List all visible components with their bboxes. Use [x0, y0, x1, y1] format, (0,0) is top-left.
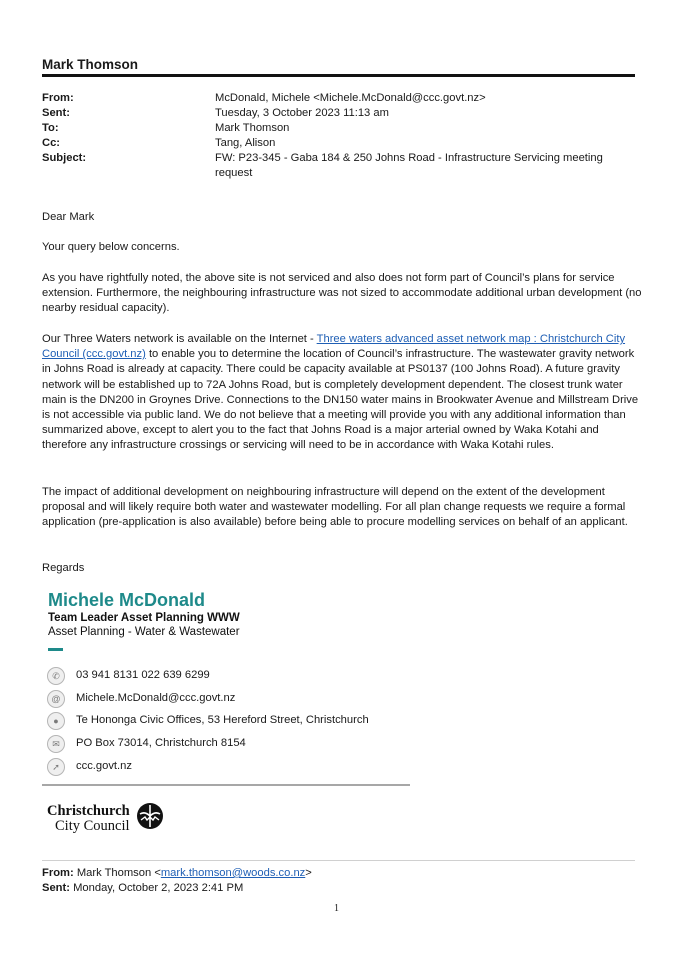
contact-website[interactable]: ccc.govt.nz	[76, 760, 132, 772]
forward-sent-label: Sent:	[42, 882, 70, 894]
greeting: Dear Mark	[42, 211, 95, 223]
cc-label: Cc:	[42, 137, 61, 149]
paragraph-1: Your query below concerns.	[42, 241, 180, 253]
contact-phone: 03 941 8131 022 639 6299	[76, 669, 210, 681]
from-value: McDonald, Michele <Michele.McDonald@ccc.govt.nz>	[215, 92, 486, 104]
subject-label: Subject:	[42, 152, 87, 164]
signature-divider	[42, 784, 410, 786]
paragraph-4: The impact of additional development on neighbouring infrastructure will depend on the extent of the development proposal and will likely require both water and wastewater modelling. For all plan change requests we require a formal application (pre-application is also available) before being able to procure modelling services on behalf of an applicant.	[42, 486, 628, 529]
phone-icon: ✆	[47, 667, 65, 685]
ccc-logo-icon	[136, 802, 164, 830]
signature-name: Michele McDonald	[48, 590, 206, 610]
logo-line-2: City Council	[55, 817, 130, 834]
forward-sent-value: Monday, October 2, 2023 2:41 PM	[73, 882, 244, 894]
forward-sent-row	[42, 882, 243, 894]
closing: Regards	[42, 562, 85, 574]
forward-from-email-link[interactable]: mark.thomson@woods.co.nz	[160, 867, 306, 879]
to-label: To:	[42, 122, 59, 134]
paragraph-3-body: to enable you to determine the location of Council’s infrastructure. The wastewater gravity network in Johns Road is already at capacity. There could be capacity available at PS0137 (100 Johns Road). A future gravity network will be established up to 72A Johns Road, but is completely development dependent. The closest trunk water main is the DN200 in Groynes Drive. Connections to the DN150 water mains in Brookwater Avenue and Millstream Drive is not accessible via public land. We do not believe that a meeting will provide you with any additional information than summarized above, except to alert you to the fact that Johns Road is a major arterial owned by Waka Kotahi and therefore any infrastructure crossings or servicing will need to be in accordance with Waka Kotahi rules.	[42, 348, 639, 452]
contact-address: Te Hononga Civic Offices, 53 Hereford Street, Christchurch	[76, 714, 369, 726]
sent-label: Sent:	[42, 107, 70, 119]
forward-divider	[42, 860, 635, 861]
mailbox-icon: ✉	[47, 735, 65, 753]
forward-from-row	[42, 867, 312, 879]
signature-title: Team Leader Asset Planning WWW	[48, 612, 240, 624]
header-rule	[42, 74, 635, 77]
contact-email[interactable]: Michele.McDonald@ccc.govt.nz	[76, 692, 236, 704]
paragraph-3	[42, 332, 642, 454]
signature-department: Asset Planning - Water & Wastewater	[48, 626, 240, 638]
email-icon: @	[47, 690, 65, 708]
logo-line-1: Christchurch	[47, 803, 130, 819]
contact-po-box: PO Box 73014, Christchurch 8154	[76, 737, 246, 749]
forward-from-name: Mark Thomson <	[76, 867, 161, 879]
cc-value: Tang, Alison	[215, 137, 276, 149]
sent-value: Tuesday, 3 October 2023 11:13 am	[215, 107, 389, 119]
paragraph-3-intro: Our Three Waters network is available on the Internet -	[42, 333, 317, 345]
signature-accent-bar	[48, 648, 63, 651]
to-value: Mark Thomson	[215, 122, 290, 134]
asset-map-link[interactable]: Three waters advanced asset network map : Christchurch City Council (ccc.govt.nz)	[42, 333, 626, 361]
forward-from-close: >	[305, 867, 312, 879]
web-icon: ➚	[47, 758, 65, 776]
paragraph-2: As you have rightfully noted, the above site is not serviced and also does not form part of Council’s plans for service extension. Furthermore, the neighbouring infrastructure was not sized to accommodate additional urban development (no nearby residual capacity).	[42, 272, 642, 315]
from-label: From:	[42, 92, 74, 104]
page-number: 1	[334, 903, 339, 914]
sender-name: Mark Thomson	[42, 57, 139, 72]
forward-from-label: From:	[42, 867, 74, 879]
subject-value: FW: P23-345 - Gaba 184 & 250 Johns Road - Infrastructure Servicing meeting request	[215, 152, 603, 179]
location-icon: ●	[47, 712, 65, 730]
ccc-logo-text	[47, 804, 130, 833]
